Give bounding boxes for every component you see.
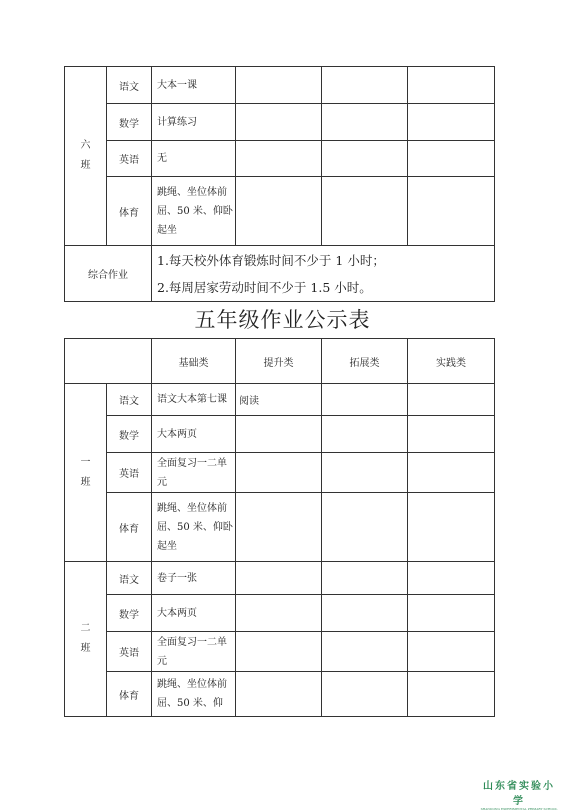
improve-cell bbox=[236, 672, 322, 717]
improve-cell bbox=[236, 67, 322, 104]
subject-cell: 英语 bbox=[107, 632, 152, 672]
basic-cell: 跳绳、坐位体前屈、50 米、仰卧起坐 bbox=[152, 177, 236, 246]
header-row bbox=[65, 339, 495, 384]
summary-content bbox=[152, 246, 495, 302]
basic-cell: 大本一课 bbox=[152, 67, 236, 104]
practice-cell bbox=[408, 141, 495, 177]
expand-cell bbox=[322, 104, 408, 141]
subject-cell: 英语 bbox=[107, 141, 152, 177]
subject-cell: 数学 bbox=[107, 416, 152, 453]
basic-cell: 跳绳、坐位体前屈、50 米、仰卧起坐 bbox=[152, 493, 236, 562]
expand-cell bbox=[322, 632, 408, 672]
practice-cell bbox=[408, 384, 495, 416]
practice-cell bbox=[408, 493, 495, 562]
improve-cell bbox=[236, 493, 322, 562]
improve-cell bbox=[236, 141, 322, 177]
subject-cell: 语文 bbox=[107, 562, 152, 595]
practice-cell bbox=[408, 416, 495, 453]
expand-cell bbox=[322, 453, 408, 493]
subject-cell: 数学 bbox=[107, 595, 152, 632]
improve-cell bbox=[236, 177, 322, 246]
header-cell: 基础类 bbox=[152, 339, 236, 384]
practice-cell bbox=[408, 104, 495, 141]
subject-cell: 体育 bbox=[107, 493, 152, 562]
summary-label: 综合作业 bbox=[65, 246, 152, 302]
expand-cell bbox=[322, 67, 408, 104]
improve-cell bbox=[236, 562, 322, 595]
expand-cell bbox=[322, 672, 408, 717]
subject-cell: 语文 bbox=[107, 384, 152, 416]
practice-cell bbox=[408, 672, 495, 717]
expand-cell bbox=[322, 416, 408, 453]
practice-cell bbox=[408, 177, 495, 246]
practice-cell bbox=[408, 595, 495, 632]
header-cell: 拓展类 bbox=[322, 339, 408, 384]
practice-cell bbox=[408, 453, 495, 493]
school-name-en: SHANDONG EXPERIMENTAL PRIMARY SCHOOL bbox=[480, 807, 558, 811]
basic-cell: 大本两页 bbox=[152, 416, 236, 453]
practice-cell bbox=[408, 632, 495, 672]
basic-cell: 大本两页 bbox=[152, 595, 236, 632]
class-six-table bbox=[64, 66, 495, 302]
subject-cell: 数学 bbox=[107, 104, 152, 141]
subject-cell: 英语 bbox=[107, 453, 152, 493]
basic-cell: 计算练习 bbox=[152, 104, 236, 141]
basic-cell: 语文大本第七课 bbox=[152, 384, 236, 416]
class-label: 二 班 bbox=[65, 562, 107, 717]
grade-five-table bbox=[64, 338, 495, 717]
subject-cell: 语文 bbox=[107, 67, 152, 104]
expand-cell bbox=[322, 177, 408, 246]
school-logo bbox=[478, 777, 560, 811]
expand-cell bbox=[322, 562, 408, 595]
basic-cell: 跳绳、坐位体前屈、50 米、仰 bbox=[152, 672, 236, 717]
basic-cell: 卷子一张 bbox=[152, 562, 236, 595]
page-title: 五年级作业公示表 bbox=[194, 308, 371, 332]
summary-line: 1.每天校外体育锻炼时间不少于 1 小时； bbox=[157, 252, 385, 268]
improve-cell bbox=[236, 104, 322, 141]
improve-cell bbox=[236, 453, 322, 493]
subject-cell: 体育 bbox=[107, 177, 152, 246]
expand-cell bbox=[322, 595, 408, 632]
improve-cell: 阅读 bbox=[236, 384, 322, 416]
improve-cell bbox=[236, 632, 322, 672]
expand-cell bbox=[322, 384, 408, 416]
practice-cell bbox=[408, 562, 495, 595]
practice-cell bbox=[408, 67, 495, 104]
header-cell: 提升类 bbox=[236, 339, 322, 384]
expand-cell bbox=[322, 141, 408, 177]
subject-cell: 体育 bbox=[107, 672, 152, 717]
basic-cell: 全面复习一二单元 bbox=[152, 632, 236, 672]
school-name: 山东省实验小学 bbox=[483, 781, 555, 807]
basic-cell: 全面复习一二单元 bbox=[152, 453, 236, 493]
improve-cell bbox=[236, 595, 322, 632]
improve-cell bbox=[236, 416, 322, 453]
basic-cell: 无 bbox=[152, 141, 236, 177]
class-label: 六 班 bbox=[65, 67, 107, 246]
expand-cell bbox=[322, 493, 408, 562]
header-cell: 实践类 bbox=[408, 339, 495, 384]
header-cell bbox=[65, 339, 152, 384]
class-label: 一 班 bbox=[65, 384, 107, 562]
summary-line: 2.每周居家劳动时间不少于 1.5 小时。 bbox=[157, 279, 372, 295]
